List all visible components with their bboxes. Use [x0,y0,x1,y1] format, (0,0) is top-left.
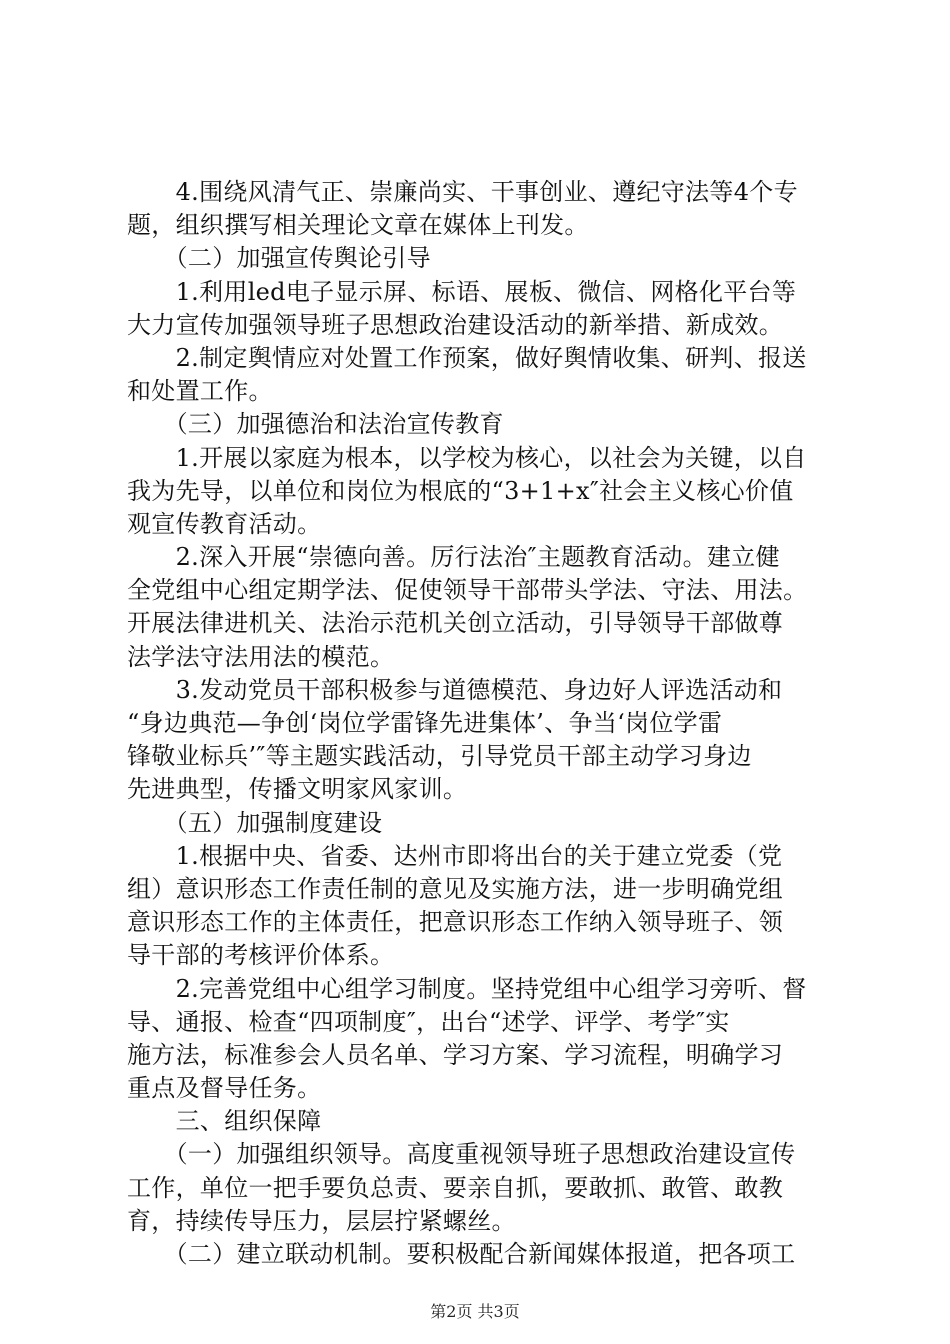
text-line: 先进典型，传播文明家风家训。 [127,775,468,804]
section-heading: （二）加强宣传舆论引导 [127,244,431,273]
text-line: 锋敬业标兵’″等主题实践活动，引导党员干部主动学习身边 [127,742,752,771]
text-line: 1.开展以家庭为根本，以学校为核心，以社会为关键，以自 [127,443,807,472]
text-line: 1.利用led电子显示屏、标语、展板、微信、网格化平台等 [127,277,797,306]
text-line: 全党组中心组定期学法、促使领导干部带头学法、守法、用法。 [127,576,808,605]
text-line: （二）建立联动机制。要积极配合新闻媒体报道，把各项工 [127,1240,796,1268]
text-line: 4.围绕风清气正、崇廉尚实、干事创业、遵纪守法等4个专 [127,178,798,206]
section-heading: 三、组织保障 [127,1107,322,1136]
text-line: 1.根据中央、省委、达州市即将出台的关于建立党委（党 [127,841,783,870]
text-line: 导、通报、检查“四项制度″，出台“述学、评学、考学″实 [127,1007,730,1036]
text-line: 导干部的考核评价体系。 [127,941,395,970]
text-line: 2.制定舆情应对处置工作预案，做好舆情收集、研判、报送 [127,343,807,372]
text-line: “身边典范—争创‘岗位学雷锋先进集体’、争当‘岗位学雷 [127,709,723,737]
text-line: 和处置工作。 [127,377,273,406]
text-line: （一）加强组织领导。高度重视领导班子思想政治建设宣传 [127,1140,796,1169]
text-line: 工作，单位一把手要负总责、要亲自抓，要敢抓、敢管、敢教 [127,1173,784,1202]
text-line: 开展法律进机关、法治示范机关创立活动，引导领导干部做尊 [127,609,784,638]
text-line: 组）意识形态工作责任制的意见及实施方法，进一步明确党组 [127,874,784,903]
text-line: 3.发动党员干部积极参与道德模范、身边好人评选活动和 [127,675,783,704]
text-line: 意识形态工作的主体责任，把意识形态工作纳入领导班子、领 [127,908,784,937]
text-line: 2.完善党组中心组学习制度。坚持党组中心组学习旁听、督 [127,974,807,1003]
section-heading: （五）加强制度建设 [127,808,383,837]
text-line: 大力宣传加强领导班子思想政治建设活动的新举措、新成效。 [127,310,784,339]
text-line: 我为先导，以单位和岗位为根底的“3+1+x″社会主义核心价值 [127,476,794,505]
text-line: 重点及督导任务。 [127,1074,322,1103]
text-line: 法学法守法用法的模范。 [127,642,395,671]
page-number-footer: 第2页 共3页 [430,1302,520,1321]
text-line: 观宣传教育活动。 [127,509,322,538]
document-body [127,176,839,1271]
text-line: 题，组织撰写相关理论文章在媒体上刊发。 [127,211,589,240]
text-line: 2.深入开展“崇德向善。厉行法治″主题教育活动。建立健 [127,543,780,572]
text-line: 育，持续传导压力，层层拧紧螺丝。 [127,1206,516,1235]
section-heading: （三）加强德治和法治宣传教育 [127,410,504,439]
text-line: 施方法，标准参会人员名单、学习方案、学习流程，明确学习 [127,1040,784,1069]
